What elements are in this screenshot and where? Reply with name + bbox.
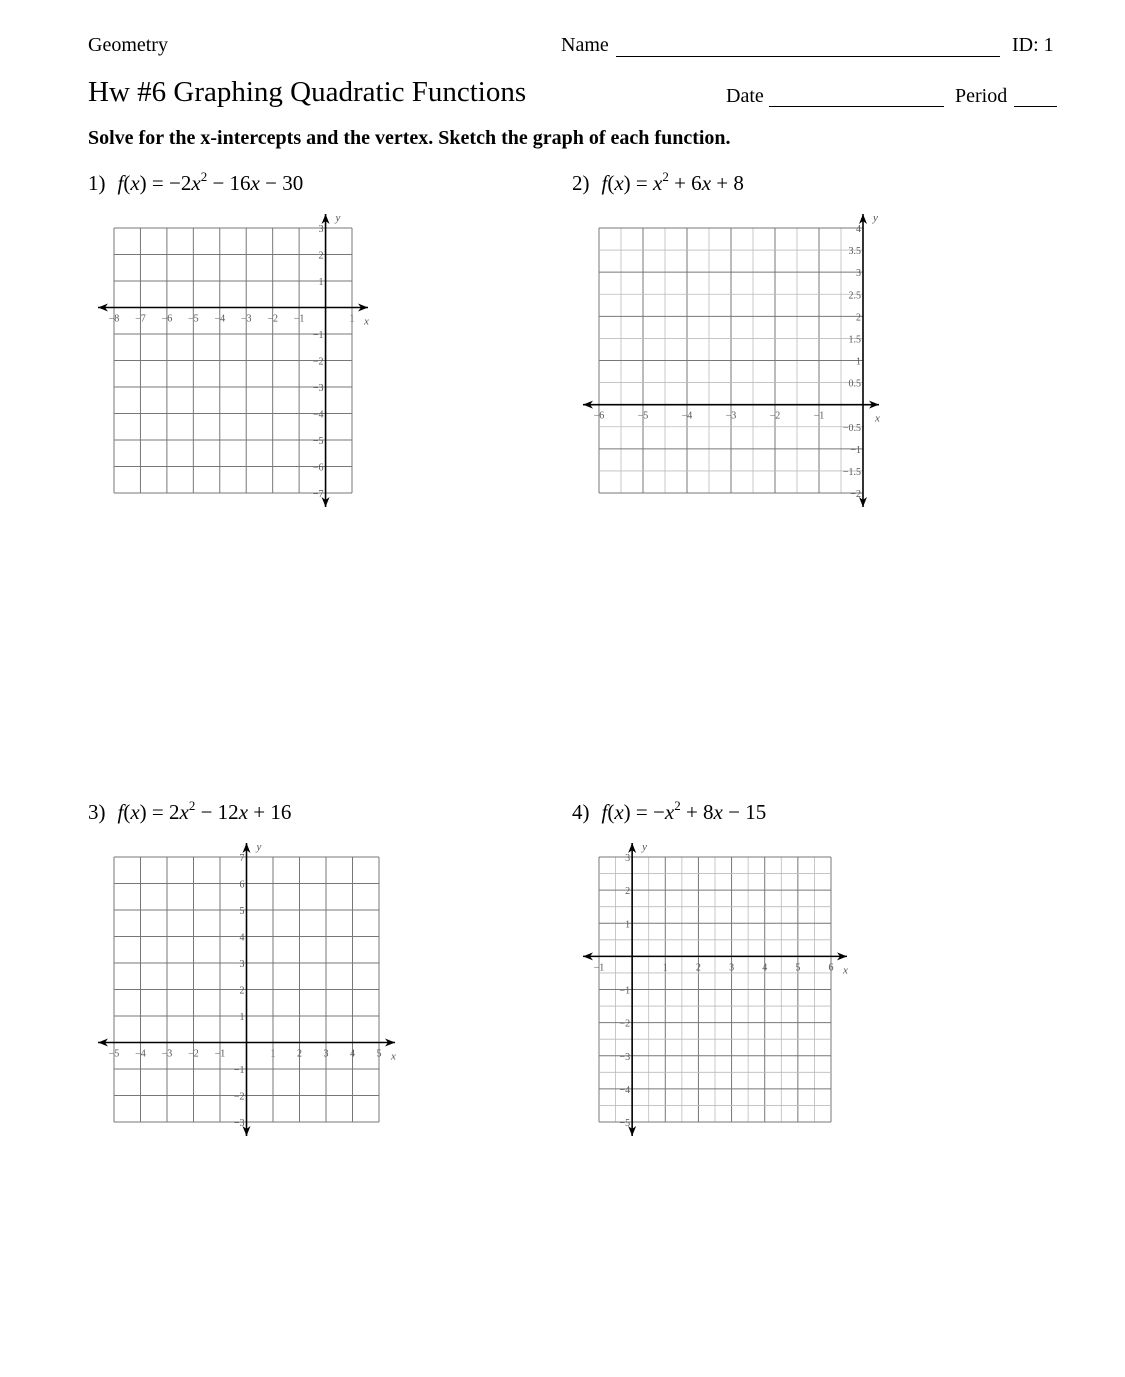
eq-var: x — [191, 171, 201, 195]
function-name: f — [117, 800, 124, 824]
y-tick-label: 3 — [318, 224, 324, 235]
y-tick-label: −5 — [619, 1118, 631, 1129]
y-tick-label: 1 — [318, 277, 324, 288]
function-var: x — [614, 171, 624, 195]
y-tick-label: −4 — [619, 1084, 631, 1096]
y-tick-label: 2 — [318, 250, 324, 262]
x-tick-label: 1 — [270, 1048, 276, 1060]
x-axis-label: x — [364, 315, 369, 328]
graph-4[interactable] — [583, 841, 848, 1136]
eq-constant: + 16 — [248, 800, 292, 824]
eq-exponent: 2 — [200, 169, 208, 184]
y-tick-label: −5 — [312, 436, 324, 447]
x-axis-label: x — [391, 1050, 396, 1063]
x-tick-label: 5 — [795, 962, 801, 974]
page-title: Hw #6 Graphing Quadratic Functions — [88, 76, 527, 108]
y-tick-label: −1 — [850, 444, 861, 456]
graph-1[interactable] — [98, 212, 369, 507]
y-tick-label: 3 — [239, 959, 245, 970]
x-tick-label: 2 — [695, 962, 701, 974]
y-tick-label: 1.5 — [848, 334, 861, 346]
eq-coef: = — [635, 171, 654, 195]
x-axis-label: x — [875, 412, 880, 425]
y-tick-label: −7 — [312, 489, 324, 500]
y-tick-label: 2 — [625, 886, 631, 898]
graph-2[interactable] — [583, 212, 880, 507]
x-tick-label: −1 — [293, 313, 305, 325]
y-tick-label: −1 — [619, 985, 631, 997]
eq-linear-var: x — [701, 171, 712, 195]
eq-var: x — [653, 171, 663, 195]
x-tick-label: 2 — [297, 1048, 302, 1060]
x-tick-label: −4 — [681, 410, 693, 422]
eq-coef: = −2 — [151, 171, 192, 195]
eq-var: x — [179, 800, 189, 824]
function-name: f — [601, 171, 608, 195]
x-tick-label: 6 — [828, 962, 834, 974]
eq-constant: − 30 — [259, 171, 304, 195]
x-tick-label: 1 — [662, 962, 668, 974]
y-tick-label: −0.5 — [842, 422, 861, 434]
function-name: f — [601, 800, 608, 824]
y-tick-label: 2.5 — [848, 290, 861, 302]
y-tick-label: 1 — [856, 356, 861, 368]
x-tick-label: −2 — [188, 1048, 199, 1060]
y-tick-label: 6 — [239, 879, 245, 891]
function-var: x — [130, 171, 140, 195]
y-tick-label: −2 — [233, 1091, 245, 1103]
y-tick-label: 3.5 — [848, 246, 861, 258]
worksheet-id: ID: 1 — [1012, 34, 1054, 56]
eq-linear-var: x — [238, 800, 249, 824]
y-tick-label: −1 — [312, 330, 324, 341]
y-tick-label: −3 — [619, 1051, 631, 1063]
y-axis-label: y — [873, 212, 878, 224]
eq-linear: − 16 — [207, 171, 251, 195]
y-tick-label: −3 — [233, 1118, 245, 1129]
y-tick-label: −2 — [850, 489, 861, 500]
y-axis-label: y — [642, 841, 648, 853]
x-tick-label: 3 — [323, 1048, 329, 1060]
eq-constant: + 8 — [711, 171, 744, 195]
eq-linear-var: x — [250, 171, 260, 195]
y-tick-label: −1 — [233, 1065, 245, 1076]
problem-3: 3) $f(x) = 2x^2 - 12x + 16$ — [88, 798, 292, 824]
eq-exponent: 2 — [674, 798, 681, 813]
x-tick-label: −2 — [267, 313, 278, 325]
x-tick-label: −1 — [593, 962, 605, 974]
name-label: Name — [561, 34, 609, 56]
x-tick-label: −4 — [135, 1048, 146, 1060]
x-axis-label: x — [843, 964, 848, 977]
x-tick-label: 4 — [762, 962, 768, 974]
x-tick-label: −1 — [214, 1048, 226, 1060]
eq-coef: = − — [635, 800, 665, 824]
x-tick-label: −5 — [637, 410, 649, 422]
x-tick-label: −3 — [725, 410, 737, 422]
x-tick-label: −4 — [214, 313, 226, 325]
problem-number: 4) — [572, 800, 590, 824]
y-tick-label: 2 — [856, 312, 861, 324]
x-tick-label: −1 — [813, 410, 825, 422]
x-tick-label: −3 — [240, 313, 252, 325]
eq-exponent: 2 — [188, 798, 196, 813]
date-label: Date — [726, 85, 764, 107]
y-tick-label: −1.5 — [842, 466, 861, 478]
problem-number: 2) — [572, 171, 590, 195]
x-tick-label: −6 — [161, 313, 173, 325]
y-tick-label: 2 — [239, 985, 245, 997]
instructions: Solve for the x-intercepts and the vertex. Sketch the graph of each function. — [88, 127, 731, 149]
x-tick-label: 4 — [350, 1048, 355, 1060]
y-tick-label: −6 — [312, 462, 324, 474]
y-tick-label: 3 — [625, 853, 631, 864]
problem-number: 3) — [88, 800, 106, 824]
y-tick-label: −2 — [619, 1018, 631, 1030]
y-tick-label: 4 — [239, 932, 245, 944]
eq-exponent: 2 — [662, 169, 669, 184]
eq-linear: − 12 — [195, 800, 239, 824]
x-tick-label: 1 — [349, 313, 355, 325]
x-tick-label: −6 — [593, 410, 605, 422]
x-tick-label: −2 — [769, 410, 781, 422]
y-tick-label: −4 — [312, 409, 324, 421]
course-name: Geometry — [88, 34, 168, 56]
x-tick-label: 3 — [729, 962, 735, 974]
x-tick-label: 5 — [376, 1048, 382, 1060]
eq-var: x — [664, 800, 675, 824]
eq-linear-var: x — [713, 800, 723, 824]
function-name: f — [117, 171, 124, 195]
y-tick-label: −2 — [312, 356, 324, 368]
eq-linear: + 8 — [680, 800, 714, 824]
problem-2: 2) $f(x) = x^2 + 6x + 8$ — [572, 169, 744, 195]
x-tick-label: −3 — [161, 1048, 173, 1060]
eq-linear: + 6 — [668, 171, 702, 195]
problem-number: 1) — [88, 171, 106, 195]
period-label: Period — [955, 85, 1008, 107]
eq-constant: − 15 — [722, 800, 767, 824]
x-tick-label: −7 — [135, 313, 146, 325]
eq-coef: = 2 — [151, 800, 180, 824]
y-tick-label: 1 — [625, 919, 631, 931]
function-var: x — [614, 800, 624, 824]
function-var: x — [130, 800, 140, 824]
x-tick-label: −5 — [188, 313, 199, 325]
y-tick-label: 7 — [239, 853, 245, 864]
problem-1: 1) $f(x) = -2x^2 - 16x - 30$ — [88, 169, 304, 195]
y-tick-label: 3 — [856, 268, 861, 280]
y-axis-label: y — [335, 212, 341, 224]
graph-3[interactable] — [98, 841, 396, 1136]
x-tick-label: −5 — [108, 1048, 120, 1060]
y-tick-label: 4 — [856, 224, 861, 235]
y-axis-label: y — [256, 841, 262, 853]
y-tick-label: −3 — [312, 383, 324, 394]
x-tick-label: −8 — [108, 313, 120, 325]
y-tick-label: 0.5 — [848, 378, 861, 390]
y-tick-label: 5 — [239, 906, 245, 917]
problem-4: 4) $f(x) = -x^2 + 8x - 15$ — [572, 798, 767, 824]
y-tick-label: 1 — [239, 1012, 245, 1023]
